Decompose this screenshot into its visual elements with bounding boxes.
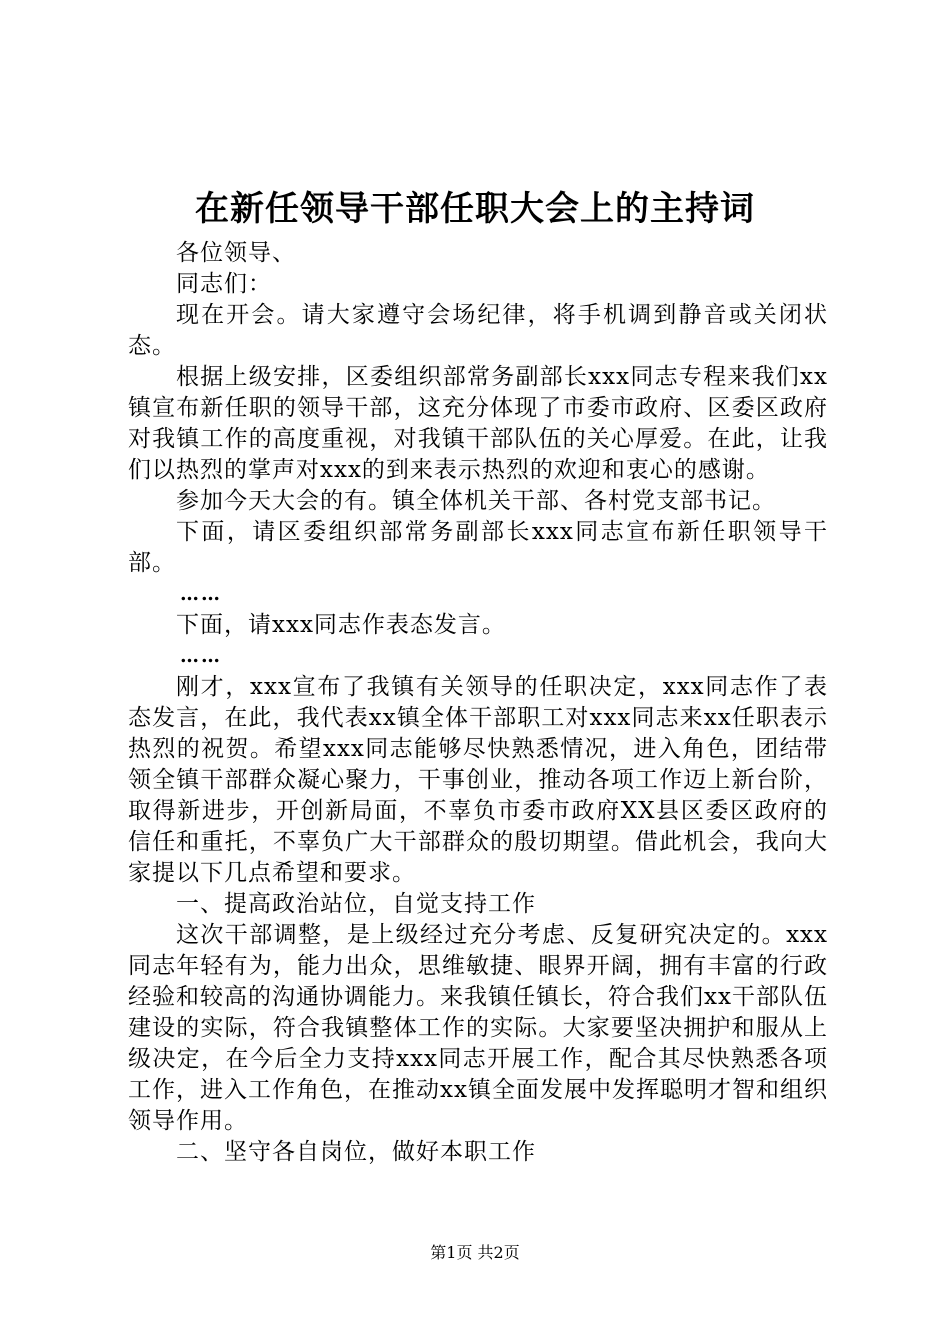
salutation-leaders: 各位领导、 (176, 240, 296, 266)
paragraph-arrangement: 根据上级安排，区委组织部常务副部长xxx同志专程来我们xx镇宣布新任职的领导干部，这充分体现了市委市政府、区委区政府对我镇工作的高度重视，对我镇干部队伍的关心厚爱。在此，让我们以热烈的掌声对xxx的到来表示热烈的欢迎和衷心的感谢。 (128, 364, 828, 483)
document-body (128, 238, 828, 1168)
section-heading-1: 一、提高政治站位，自觉支持工作 (176, 891, 536, 917)
document-title: 在新任领导干部任职大会上的主持词 (195, 189, 755, 229)
section-heading-2: 二、坚守各自岗位，做好本职工作 (176, 1139, 536, 1165)
paragraph-statement: 下面，请xxx同志作表态发言。 (176, 612, 506, 638)
ellipsis-2: …… (180, 645, 222, 667)
page-footer: 第1页 共2页 (430, 1243, 520, 1262)
paragraph-attendees: 参加今天大会的有。镇全体机关干部、各村党支部书记。 (176, 488, 776, 514)
paragraph-announcement: 下面，请区委组织部常务副部长xxx同志宣布新任职领导干部。 (128, 519, 828, 576)
paragraph-congratulations: 刚才，xxx宣布了我镇有关领导的任职决定，xxx同志作了表态发言，在此，我代表xx镇全体干部职工对xxx同志来xx任职表示热烈的祝贺。希望xxx同志能够尽快熟悉情况，进入角色，团结带领全镇干部群众凝心聚力，干事创业，推动各项工作迈上新台阶，取得新进步，开创新局面，不辜负市委市政府XX县区委区政府的信任和重托，不辜负广大干部群众的殷切期望。借此机会，我向大家提以下几点希望和要求。 (128, 674, 828, 886)
paragraph-opening: 现在开会。请大家遵守会场纪律，将手机调到静音或关闭状态。 (128, 302, 828, 359)
paragraph-section-1: 这次干部调整，是上级经过充分考虑、反复研究决定的。xxx同志年轻有为，能力出众，思维敏捷、眼界开阔，拥有丰富的行政经验和较高的沟通协调能力。来我镇任镇长，符合我们xx干部队伍建设的实际，符合我镇整体工作的实际。大家要坚决拥护和服从上级决定，在今后全力支持xxx同志开展工作，配合其尽快熟悉各项工作，进入工作角色，在推动xx镇全面发展中发挥聪明才智和组织领导作用。 (128, 922, 828, 1134)
ellipsis-1: …… (180, 583, 222, 605)
salutation-comrades: 同志们： (176, 271, 272, 297)
